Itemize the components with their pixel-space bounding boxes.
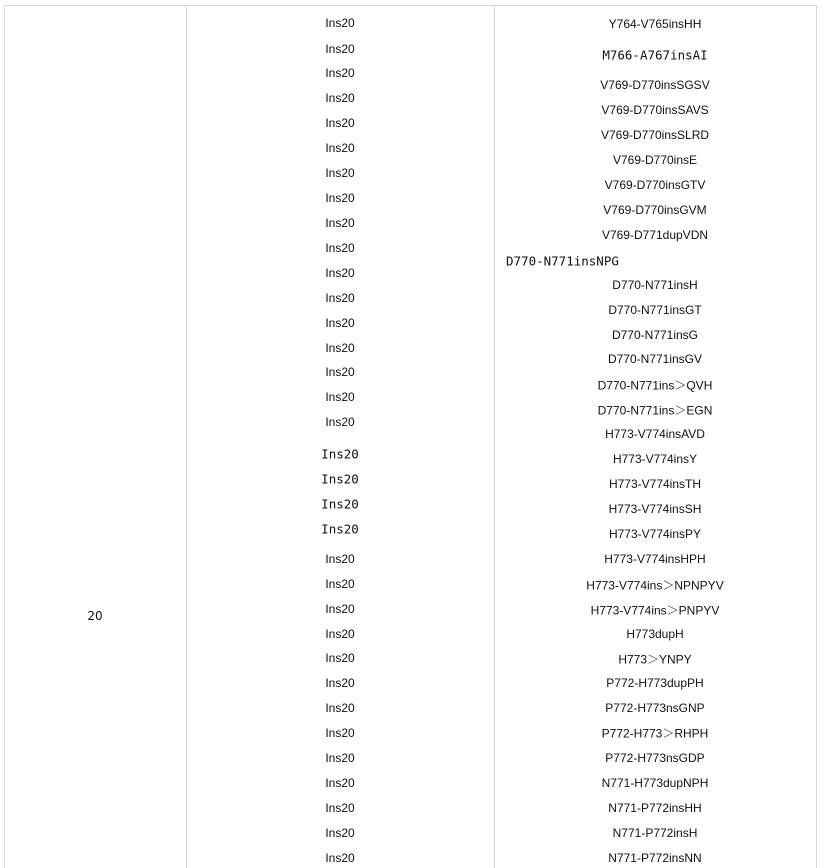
row-mutation-cell: P772-H773dupPH — [606, 676, 704, 690]
row-type-cell: Ins20 — [325, 726, 355, 740]
row-mutation-cell: D770-N771ins＞QVH — [597, 378, 713, 393]
row-type-cell: Ins20 — [325, 16, 355, 30]
row-mutation-cell: V769-D770insSGSV — [600, 78, 710, 92]
row-type-cell: Ins20 — [325, 751, 355, 765]
row-type-cell: Ins20 — [325, 701, 355, 715]
row-mutation-cell: H773-V774ins＞NPNPYV — [586, 578, 724, 593]
row-mutation-cell: D770-N771insH — [612, 278, 698, 292]
row-mutation-cell: D770-N771insG — [611, 328, 699, 342]
row-mutation-cell: H773-V774insPY — [608, 527, 702, 541]
row-mutation-cell: N771-P772insNN — [608, 851, 702, 865]
row-mutation-cell: V769-D770insE — [612, 153, 698, 167]
row-type-cell: Ins20 — [325, 390, 355, 404]
row-mutation-cell: H773-V774insAVD — [605, 427, 705, 441]
row-type-cell: Ins20 — [325, 676, 355, 690]
row-mutation-cell: H773-V774insTH — [608, 477, 702, 491]
row-mutation-cell: H773＞YNPY — [618, 652, 692, 667]
row-type-cell: Ins20 — [325, 602, 355, 616]
row-type-cell: Ins20 — [321, 446, 359, 462]
row-type-cell: Ins20 — [325, 42, 355, 56]
table-top-border — [4, 5, 817, 6]
row-type-cell: Ins20 — [321, 471, 359, 487]
column-border-left — [4, 6, 5, 868]
row-type-cell: Ins20 — [325, 241, 355, 255]
row-type-cell: Ins20 — [325, 216, 355, 230]
row-type-cell: Ins20 — [325, 776, 355, 790]
exon-number-cell: 20 — [87, 609, 103, 623]
row-type-cell: Ins20 — [325, 66, 355, 80]
row-mutation-cell: P772-H773nsGDP — [605, 751, 705, 765]
row-type-cell: Ins20 — [325, 552, 355, 566]
row-type-cell: Ins20 — [325, 826, 355, 840]
row-type-cell: Ins20 — [325, 91, 355, 105]
row-mutation-cell: N771-P772insHH — [608, 801, 702, 815]
row-type-cell: Ins20 — [325, 341, 355, 355]
row-mutation-cell: D770-N771ins＞EGN — [597, 403, 713, 418]
row-mutation-cell: H773-V774insY — [612, 452, 698, 466]
row-type-cell: Ins20 — [325, 651, 355, 665]
row-mutation-cell: H773dupH — [626, 627, 684, 641]
row-mutation-cell: V769-D770insSLRD — [600, 128, 710, 142]
row-type-cell: Ins20 — [325, 141, 355, 155]
row-mutation-cell: P772-H773nsGNP — [605, 701, 705, 715]
row-mutation-cell: M766-A767insAI — [602, 47, 708, 63]
row-mutation-cell: Y764-V765insHH — [608, 17, 702, 31]
row-type-cell: Ins20 — [321, 496, 359, 512]
row-mutation-cell: D770-N771insGT — [608, 303, 702, 317]
row-type-cell: Ins20 — [325, 316, 355, 330]
row-mutation-cell: N771-P772insH — [612, 826, 698, 840]
row-mutation-cell: V769-D771dupVDN — [601, 228, 709, 242]
row-mutation-cell: V769-D770insGVM — [603, 203, 707, 217]
row-type-cell: Ins20 — [325, 365, 355, 379]
column-border-right — [816, 6, 817, 868]
row-type-cell: Ins20 — [325, 577, 355, 591]
row-type-cell: Ins20 — [325, 801, 355, 815]
row-mutation-cell: P772-H773＞RHPH — [601, 726, 709, 741]
row-mutation-cell: H773-V774ins＞PNPYV — [590, 603, 720, 618]
row-mutation-cell: H773-V774insHPH — [604, 552, 706, 566]
row-mutation-cell: D770-N771insNPG — [506, 253, 619, 269]
row-type-cell: Ins20 — [321, 521, 359, 537]
row-mutation-cell: H773-V774insSH — [608, 502, 702, 516]
row-type-cell: Ins20 — [325, 266, 355, 280]
row-mutation-cell: D770-N771insGV — [607, 352, 703, 366]
row-type-cell: Ins20 — [325, 291, 355, 305]
row-type-cell: Ins20 — [325, 191, 355, 205]
row-mutation-cell: N771-H773dupNPH — [601, 776, 709, 790]
row-type-cell: Ins20 — [325, 627, 355, 641]
row-mutation-cell: V769-D770insSAVS — [601, 103, 709, 117]
row-type-cell: Ins20 — [325, 166, 355, 180]
row-mutation-cell: V769-D770insGTV — [604, 178, 706, 192]
row-type-cell: Ins20 — [325, 415, 355, 429]
row-type-cell: Ins20 — [325, 851, 355, 865]
row-type-cell: Ins20 — [325, 116, 355, 130]
